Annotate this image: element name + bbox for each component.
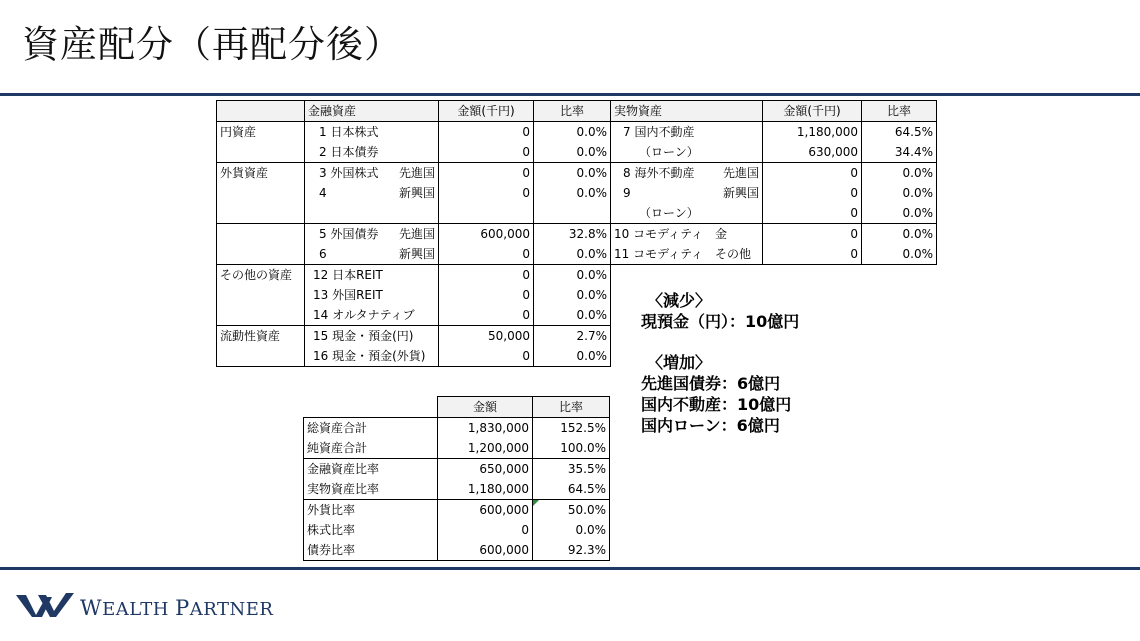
real-amount: 0 — [763, 244, 862, 265]
summary-label: 金融資産比率 — [304, 459, 438, 480]
increase-item: 国内ローン：6億円 — [641, 416, 780, 435]
summary-label: 実物資産比率 — [304, 479, 438, 500]
real-label: （ローン） — [611, 203, 763, 224]
fin-label: 13 外国REIT — [305, 285, 439, 305]
table-row — [217, 122, 937, 143]
fin-amount: 0 — [439, 285, 534, 305]
real-ratio: 0.0% — [862, 244, 937, 265]
fin-label: 5 外国債券 先進国 — [305, 224, 439, 245]
table-row — [217, 163, 937, 184]
summary-amount: 1,200,000 — [438, 438, 533, 459]
real-amount: 0 — [763, 203, 862, 224]
summary-row — [304, 500, 610, 521]
summary-amount: 1,180,000 — [438, 479, 533, 500]
wealth-partner-logo-icon — [16, 591, 76, 619]
header-blank — [217, 101, 305, 122]
summary-amount: 0 — [438, 520, 533, 540]
real-ratio: 0.0% — [862, 224, 937, 245]
fin-ratio: 2.7% — [534, 326, 611, 347]
footer-divider — [0, 567, 1140, 570]
summary-row — [304, 479, 610, 500]
table-row — [217, 285, 937, 305]
table-header-row — [217, 101, 937, 122]
real-amount: 0 — [763, 224, 862, 245]
fin-amount: 600,000 — [439, 224, 534, 245]
summary-ratio: 0.0% — [533, 520, 610, 540]
fin-ratio: 0.0% — [534, 285, 611, 305]
fin-label: 1 日本株式 — [305, 122, 439, 143]
summary-row — [304, 520, 610, 540]
real-label: 9 新興国 — [611, 183, 763, 203]
decrease-note — [641, 290, 799, 332]
summary-row — [304, 540, 610, 561]
fin-ratio: 0.0% — [534, 142, 611, 163]
real-ratio: 0.0% — [862, 163, 937, 184]
fin-ratio: 0.0% — [534, 244, 611, 265]
summary-amount: 650,000 — [438, 459, 533, 480]
summary-ratio: 100.0% — [533, 438, 610, 459]
fin-ratio: 0.0% — [534, 305, 611, 326]
increase-item: 先進国債券：6億円 — [641, 374, 781, 393]
decrease-item: 現預金（円）：10億円 — [641, 312, 800, 331]
fin-ratio: 0.0% — [534, 183, 611, 203]
summary-amount: 1,830,000 — [438, 418, 533, 439]
fin-label: 2 日本債券 — [305, 142, 439, 163]
real-amount: 630,000 — [763, 142, 862, 163]
cell-comment-marker — [533, 500, 539, 506]
header-real-amount: 金額(千円) — [763, 101, 862, 122]
fin-amount: 0 — [439, 183, 534, 203]
fin-label: 15 現金・預金(円) — [305, 326, 439, 347]
header-amount: 金額(千円) — [439, 101, 534, 122]
category-label: その他の資産 — [217, 265, 305, 286]
increase-item: 国内不動産：10億円 — [641, 395, 792, 414]
category-label: 外貨資産 — [217, 163, 305, 184]
real-label: （ローン） — [611, 142, 763, 163]
summary-table — [303, 396, 610, 561]
fin-amount: 0 — [439, 346, 534, 367]
fin-amount: 0 — [439, 305, 534, 326]
brand-name: WEALTH PARTNER — [80, 596, 274, 620]
table-row — [217, 346, 937, 367]
summary-row — [304, 459, 610, 480]
real-label: 7 国内不動産 — [611, 122, 763, 143]
category-label: 円資産 — [217, 122, 305, 143]
category-label: 流動性資産 — [217, 326, 305, 347]
real-amount: 1,180,000 — [763, 122, 862, 143]
fin-label: 16 現金・預金(外貨) — [305, 346, 439, 367]
summary-label: 債券比率 — [304, 540, 438, 561]
fin-ratio: 0.0% — [534, 265, 611, 286]
header-ratio: 比率 — [534, 101, 611, 122]
header-divider — [0, 93, 1140, 96]
decrease-heading: 〈減少〉 — [647, 291, 712, 310]
summary-ratio: 92.3% — [533, 540, 610, 561]
fin-ratio: 0.0% — [534, 346, 611, 367]
summary-ratio: 35.5% — [533, 459, 610, 480]
real-amount: 0 — [763, 183, 862, 203]
table-row — [217, 305, 937, 326]
summary-ratio: 50.0% — [533, 500, 610, 521]
summary-ratio: 64.5% — [533, 479, 610, 500]
summary-ratio: 152.5% — [533, 418, 610, 439]
header-real-ratio: 比率 — [862, 101, 937, 122]
real-ratio: 64.5% — [862, 122, 937, 143]
fin-amount: 0 — [439, 265, 534, 286]
table-row — [217, 183, 937, 203]
summary-amount: 600,000 — [438, 540, 533, 561]
fin-amount: 0 — [439, 142, 534, 163]
table-row — [217, 244, 937, 265]
table-row — [217, 142, 937, 163]
fin-ratio: 32.8% — [534, 224, 611, 245]
summary-label: 株式比率 — [304, 520, 438, 540]
header-fin: 金融資産 — [305, 101, 439, 122]
summary-row — [304, 438, 610, 459]
fin-ratio: 0.0% — [534, 122, 611, 143]
real-ratio: 34.4% — [862, 142, 937, 163]
fin-label: 4 新興国 — [305, 183, 439, 203]
real-label: 11 コモディティ その他 — [611, 244, 763, 265]
summary-label: 総資産合計 — [304, 418, 438, 439]
header-real: 実物資産 — [611, 101, 763, 122]
table-row — [217, 326, 937, 347]
summary-header-row — [304, 397, 610, 418]
summary-header-amount: 金額 — [438, 397, 533, 418]
real-amount: 0 — [763, 163, 862, 184]
real-ratio: 0.0% — [862, 183, 937, 203]
real-label: 8 海外不動産 先進国 — [611, 163, 763, 184]
table-row — [217, 203, 937, 224]
summary-amount: 600,000 — [438, 500, 533, 521]
fin-amount: 0 — [439, 244, 534, 265]
table-row — [217, 265, 937, 286]
fin-amount: 50,000 — [439, 326, 534, 347]
increase-note — [641, 352, 791, 436]
table-row — [217, 224, 937, 245]
real-ratio: 0.0% — [862, 203, 937, 224]
fin-label: 3 外国株式 先進国 — [305, 163, 439, 184]
asset-allocation-table — [216, 100, 937, 367]
page-title: 資産配分（再配分後） — [22, 23, 402, 66]
fin-label: 6 新興国 — [305, 244, 439, 265]
fin-amount: 0 — [439, 122, 534, 143]
real-label: 10 コモディティ 金 — [611, 224, 763, 245]
fin-label: 14 オルタナティブ — [305, 305, 439, 326]
fin-ratio: 0.0% — [534, 163, 611, 184]
fin-label: 12 日本REIT — [305, 265, 439, 286]
summary-label: 純資産合計 — [304, 438, 438, 459]
summary-header-ratio: 比率 — [533, 397, 610, 418]
fin-amount: 0 — [439, 163, 534, 184]
increase-heading: 〈増加〉 — [647, 353, 712, 372]
summary-label: 外貨比率 — [304, 500, 438, 521]
summary-row — [304, 418, 610, 439]
